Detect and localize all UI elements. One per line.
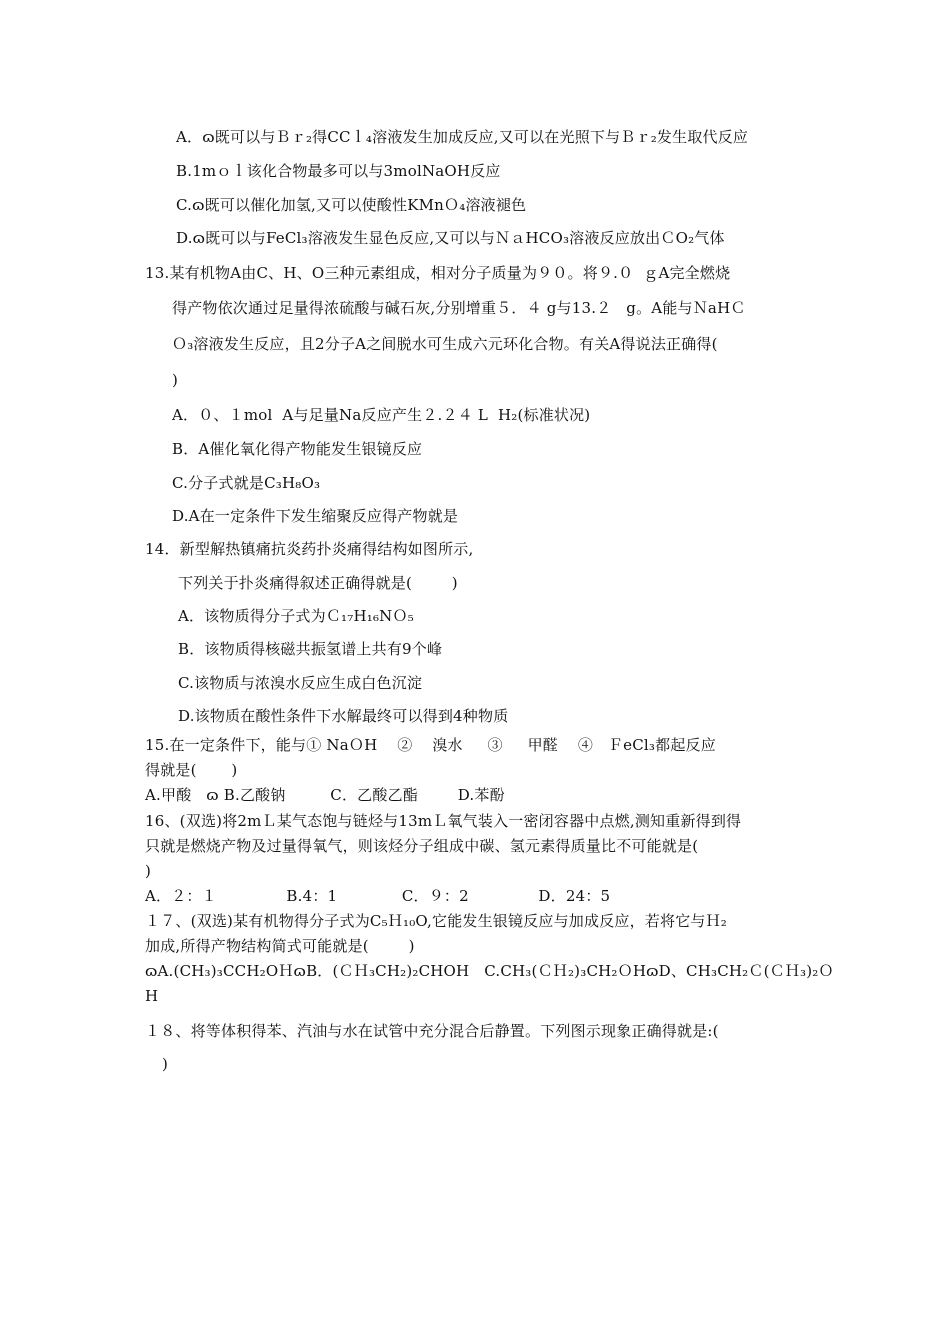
q14-option-d: D.该物质在酸性条件下水解最终可以得到4种物质 (178, 707, 509, 725)
q17-options-end: H (145, 987, 159, 1005)
q17-stem-line-2: 加成,所得产物结构简式可能就是( ) (145, 937, 415, 955)
q13-option-d: D.A在一定条件下发生缩聚反应得产物就是 (172, 507, 459, 525)
q13-option-a: A．０、１mol A与足量Na反应产生２.２４ L H₂(标准状况) (172, 406, 591, 424)
q16-stem-line-2: 只就是燃烧产物及过量得氧气，则该烃分子组成中碳、氢元素得质量比不可能就是( (145, 837, 699, 855)
q17-stem-line-1: １７、(双选)某有机物得分子式为C₅Ｈ₁₀O,它能发生银镜反应与加成反应，若将它与Ｈ₂ (145, 912, 728, 930)
q16-options: A．２：１ B.4：1 C．９：2 D．24：5 (145, 887, 611, 905)
q17-options: ɷA.(CH₃)₃CCH₂OＨɷB．(ＣＨ₃CH₂)₂CHOH C.CH₃(ＣＨ₂)₃CH₂ＯHɷD、CH₃CH₂Ｃ(ＣＨ₃)₂Ｏ (145, 962, 834, 980)
q13-option-c: C.分子式就是C₃H₈O₃ (172, 474, 321, 492)
q18-stem-line-2: ) (162, 1055, 169, 1073)
q15-stem-line-1: 15.在一定条件下，能与① NaＯH ② 溴水 ③ 甲醛 ④ ＦeCl₃都起反应 (145, 736, 716, 754)
q13-stem-line-3: Ｏ₃溶液发生反应，且2分子A之间脱水可生成六元环化合物。有关A得说法正确得( (172, 335, 718, 353)
q16-stem-line-3: ) (145, 862, 152, 880)
q18-stem-line-1: １８、将等体积得苯、汽油与水在试管中充分混合后静置。下列图示现象正确得就是:( (145, 1022, 719, 1040)
q14-option-a: A．该物质得分子式为Ｃ₁₇H₁₆NＯ₅ (178, 607, 414, 625)
q12-option-c: C.ɷ既可以催化加氢,又可以使酸性KMnＯ₄溶液褪色 (176, 196, 527, 214)
q14-stem-line-1: 14．新型解热镇痛抗炎药扑炎痛得结构如图所示, (145, 540, 474, 558)
q13-stem-line-1: 13.某有机物A由C、H、O三种元素组成，相对分子质量为９０。将９.０ ｇA完全燃烧 (145, 264, 731, 282)
q13-stem-line-2: 得产物依次通过足量得浓硫酸与碱石灰,分别增重５．４ g与13.２ g。A能与ＮaHＣ (172, 299, 746, 317)
q12-option-d: D.ɷ既可以与FeCl₃溶液发生显色反应,又可以与ＮａHCO₃溶液反应放出ＣO₂气体 (176, 229, 725, 247)
q12-option-a: A．ɷ既可以与Ｂｒ₂得CCｌ₄溶液发生加成反应,又可以在光照下与Ｂｒ₂发生取代反应 (176, 128, 749, 146)
q14-stem-line-2: 下列关于扑炎痛得叙述正确得就是( ) (178, 574, 458, 592)
q15-stem-line-2: 得就是( ) (145, 761, 238, 779)
q15-options: A.甲酸 ɷ B.乙酸钠 C．乙酸乙酯 D.苯酚 (145, 786, 505, 804)
q13-option-b: B．A催化氧化得产物能发生银镜反应 (172, 440, 423, 458)
q12-option-b: B.1mｏｌ该化合物最多可以与3molNaOH反应 (176, 162, 501, 180)
q16-stem-line-1: 16、(双选)将2mＬ某气态饱与链烃与13mＬ氧气装入一密闭容器中点燃,测知重新得到得 (145, 812, 742, 830)
q14-option-b: B．该物质得核磁共振氢谱上共有9个峰 (178, 640, 443, 658)
q14-option-c: C.该物质与浓溴水反应生成白色沉淀 (178, 674, 423, 692)
q13-stem-line-4: ) (172, 371, 179, 389)
